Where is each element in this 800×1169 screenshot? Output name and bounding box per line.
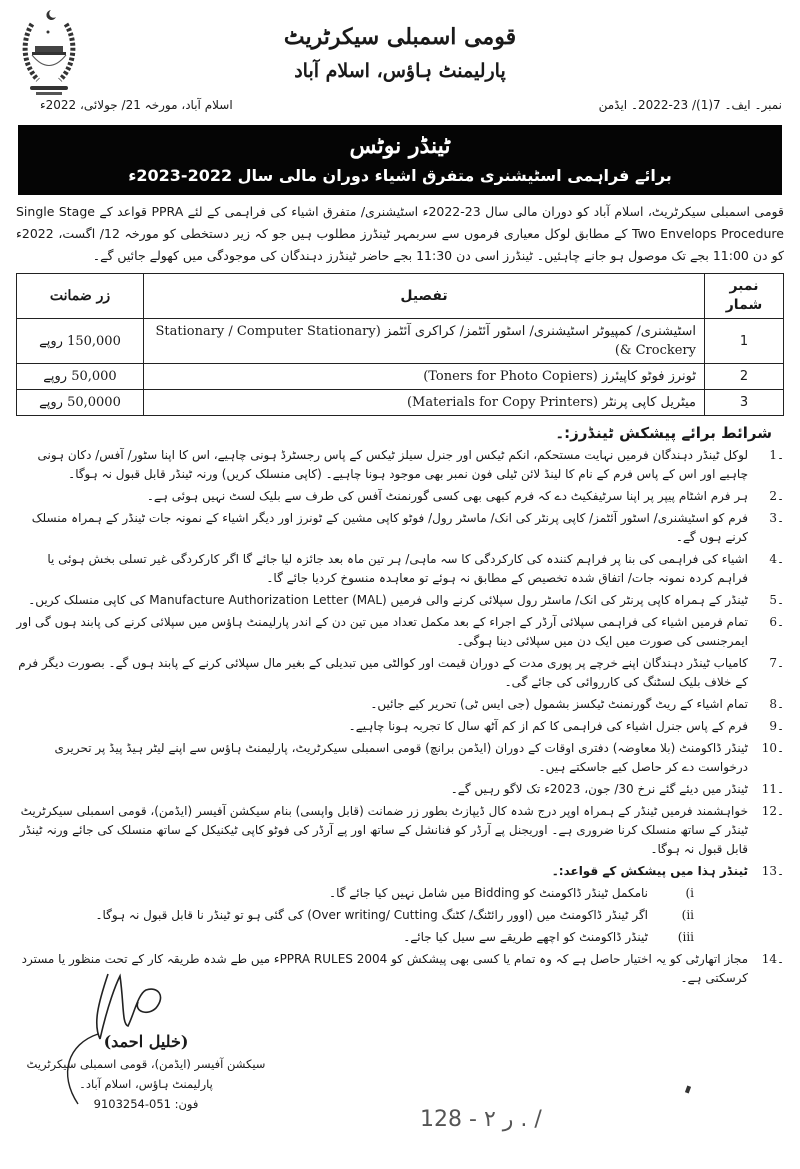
term-number: 12۔ <box>761 804 784 818</box>
banner-title: ٹینڈر نوٹس <box>349 133 451 159</box>
national-assembly-emblem-icon <box>18 6 80 98</box>
term-number: 4۔ <box>769 552 784 566</box>
term-text: خواہشمند فرمیں ٹینڈر کے ہمراہ اوپر درج شدہ کال ڈیپازٹ بطور زر ضمانت (قابل واپسی) بنام سیکشن آفیسر (ایڈمن)، قومی اسمبلی سیکرٹریٹ ٹینڈر کے ساتھ منسلک کرنا ضروری ہے۔ اوریجنل پے آرڈر کو فنانشل کے ساتھ اور پے آرڈر کی فوٹو کاپی ٹیکنیکل کے ساتھ منسلک کی جائے ورنہ ٹینڈر قابل قبول نہ ہوگا۔ <box>19 804 748 856</box>
term-text: فرم کو اسٹیشنری/ اسٹور آئٹمز/ کاپی پرنٹر کی انک/ ماسٹر رول/ فوٹو کاپی مشین کے ٹونرز اور دیگر اشیاء کے نمونہ جات ٹینڈر کے ہمراہ منسلک کرنے ہوں گے۔ <box>31 511 748 544</box>
term-text: ٹینڈر ڈاکومنٹ (بلا معاوضہ) دفتری اوقات کے دوران (ایڈمن برانچ) قومی اسمبلی سیکرٹریٹ، پارلیمنٹ ہاؤس سے اپنے لیٹر ہیڈ پیڈ پر تحریری درخواست دے کر حاصل کیے جاسکتے ہیں۔ <box>54 741 748 774</box>
term-number: 7۔ <box>769 656 784 670</box>
term-number: 1۔ <box>769 448 784 462</box>
banner-subtitle: برائے فراہمی اسٹیشنری متفرق اشیاء دوران مالی سال 2022-2023ء <box>128 166 672 185</box>
row-serial: 3 <box>705 390 784 416</box>
table-row <box>17 390 784 416</box>
sub-term-item <box>16 906 694 925</box>
term-item <box>16 862 784 881</box>
term-text: فرم کے پاس جنرل اشیاء کی فراہمی کا کم از کم آٹھ سال کا تجربہ ہونا چاہیے۔ <box>348 719 748 733</box>
signature-block <box>16 994 784 1144</box>
term-item <box>16 591 784 610</box>
table-row <box>17 319 784 364</box>
tender-notice-banner <box>18 125 782 195</box>
term-number: 9۔ <box>769 719 784 733</box>
pen-mark <box>685 1086 691 1094</box>
row-description: میٹریل کاپی پرنٹر (Materials for Copy Printers) <box>144 390 705 416</box>
terms-list <box>16 446 784 988</box>
term-item <box>16 550 784 588</box>
signatory-designation: سیکشن آفیسر (ایڈمن)، قومی اسمبلی سیکرٹریٹ <box>26 1057 266 1071</box>
term-text: مجاز اتھارٹی کو یہ اختیار حاصل ہے کہ وہ تمام یا کسی بھی پیشکش کو PPRA RULES 2004ء میں طے شدہ طریقہ کار کے تحت منظور یا مسترد کرسکتی ہے۔ <box>21 952 748 985</box>
term-number: 13۔ <box>761 864 784 878</box>
term-number: 3۔ <box>769 511 784 525</box>
term-item <box>16 613 784 651</box>
term-number: 2۔ <box>769 489 784 503</box>
row-description: ٹونرز فوٹو کاپیئرز (Toners for Photo Copiers) <box>144 364 705 390</box>
term-item <box>16 780 784 799</box>
term-item <box>16 695 784 714</box>
term-text: ٹینڈر ہذا میں پیشکش کے قواعد:۔ <box>551 864 748 878</box>
signatory-details <box>26 1030 266 1114</box>
sub-term-text: اگر ٹینڈر ڈاکومنٹ میں (اوور رائٹنگ/ کٹنگ Over writing/ Cutting) کی گئی ہو تو ٹینڈر نا قابل قبول نہ ہوگا۔ <box>95 908 648 922</box>
sub-term-text: ٹینڈر ڈاکومنٹ کو اچھے طریقے سے سیل کیا جائے۔ <box>403 930 648 944</box>
table-row <box>17 364 784 390</box>
date-line: اسلام آباد، مورخہ 21/ جولائی، 2022ء <box>40 98 233 112</box>
term-item <box>16 446 784 484</box>
sub-term-number: (iii <box>677 930 694 944</box>
term-text: کامیاب ٹینڈر دہندگان اپنے خرچے پر پوری مدت کے دوران قیمت اور کوالٹی میں تبدیلی کے بغیر مال سپلائی کرنے کے پابند ہوں گے۔ بصورت دیگر فرم کے خلاف بلیک لسٹنگ کی کارروائی کی جائے گی۔ <box>18 656 748 689</box>
term-text: ہر فرم اشٹام پیپر پر اپنا سرٹیفکیٹ دے کہ فرم کبھی بھی کسی گورنمنٹ آفس کی طرف سے بلیک لسٹ نہیں ہوئی ہے۔ <box>146 489 748 503</box>
terms-heading: شرائط برائے پیشکش ٹینڈرز:۔ <box>555 424 772 442</box>
term-number: 11۔ <box>761 782 784 796</box>
sub-term-text: نامکمل ٹینڈر ڈاکومنٹ کو Bidding میں شامل نہیں کیا جائے گا۔ <box>329 886 648 900</box>
header-subtitle: پارلیمنٹ ہاؤس، اسلام آباد <box>294 60 506 82</box>
header-earnest-money: زر ضمانت <box>17 274 144 319</box>
term-text: اشیاء کی فراہمی کی بنا پر فراہم کنندہ کی کارکردگی کا سہ ماہی/ ہر تین ماہ بعد جائزہ لیا جائے گا اگر کارکردگی غیر تسلی بخش ہوئی یا فراہم کردہ نمونہ جات/ اتفاق شدہ تخصیص کے مطابق نہ ہوئے تو معاہدہ منسوخ کردیا جائے گا۔ <box>47 552 748 585</box>
letterhead <box>0 0 800 122</box>
term-item <box>16 654 784 692</box>
row-earnest-money: 50,0000 روپے <box>17 390 144 416</box>
header-title: قومی اسمبلی سیکرٹریٹ <box>283 24 517 50</box>
term-item <box>16 509 784 547</box>
term-text: ٹینڈر میں دیئے گئے نرخ 30/ جون، 2023ء تک لاگو رہیں گے۔ <box>450 782 748 796</box>
term-number: 8۔ <box>769 697 784 711</box>
reference-number: نمبر۔ ایف۔ 7(1)/ 23-2022۔ ایڈمن <box>598 98 782 112</box>
row-description: اسٹیشنری/ کمپیوٹر اسٹیشنری/ اسٹور آئٹمز/ کراکری آئٹمز (Stationary / Computer Stationary & Crockery) <box>144 319 705 364</box>
term-number: 5۔ <box>769 593 784 607</box>
header-serial: نمبر شمار <box>705 274 784 319</box>
signatory-name: (خلیل احمد) <box>103 1032 189 1051</box>
term-item <box>16 739 784 777</box>
header-description: تفصیل <box>144 274 705 319</box>
signatory-phone: فون: 051-9103254 <box>93 1097 199 1111</box>
intro-paragraph: قومی اسمبلی سیکرٹریٹ، اسلام آباد کو دوران مالی سال 23-2022ء اسٹیشنری/ متفرق اشیاء کی فراہمی کے لئے PPRA قواعد کے Single Stage Two Envelops Procedure کے مطابق لوکل معیاری فرموں سے سربمہر ٹینڈرز مطلوب ہیں جو کہ زیر دستخطی کو مورخہ 12/ اگست، 2022ء کو دن 11:00 بجے تک موصول ہو جانے چاہئیں۔ ٹینڈرز اسی دن 11:30 بجے حاضر ٹینڈرز دہندگان کی موجودگی میں کھولے جائیں گے۔ <box>16 204 784 263</box>
sub-term-number: (ii <box>681 908 694 922</box>
term-text: تمام فرمیں اشیاء کی فراہمی سپلائی آرڈر کے اجراء کے بعد مکمل تعداد میں تین دن کے اندر پارلیمنٹ ہاؤس میں سپلائی کرنے کی پابند ہوں گی اور ایمرجنسی کی صورت میں ایک دن میں سپلائی دینا ہوگی۔ <box>16 615 748 648</box>
term-text: ٹینڈر کے ہمراہ کاپی پرنٹر کی انک/ ماسٹر رول سپلائی کرنے والی فرمیں Manufacture Authorization Letter (MAL) کی کاپی منسلک کریں۔ <box>28 593 748 607</box>
term-text: لوکل ٹینڈر دہندگان فرمیں نہایت مستحکم، انکم ٹیکس اور جنرل سیلز ٹیکس کے پاس رجسٹرڈ ہونی چاہیے، اس کا اپنا سٹور/ آفس/ دکان ہونی چاہیے اور اس کے پاس فرم کے نام کا لینڈ لائن ٹیلی فون نمبر بھی موجود ہونا چاہیے۔ (کاپی منسلک کریں) ورنہ ٹینڈر قابل قبول نہ ہوگا۔ <box>37 448 748 481</box>
row-serial: 2 <box>705 364 784 390</box>
signatory-address: پارلیمنٹ ہاؤس، اسلام آباد۔ <box>79 1077 213 1091</box>
document-body <box>0 125 800 1144</box>
term-item <box>16 717 784 736</box>
sub-term-number: (i <box>685 886 694 900</box>
term-text: تمام اشیاء کے ریٹ گورنمنٹ ٹیکسز بشمول (جی ایس ٹی) تحریر کیے جائیں۔ <box>370 697 748 711</box>
sub-term-item <box>16 928 694 947</box>
table-header-row <box>17 274 784 319</box>
items-table <box>16 273 784 416</box>
row-serial: 1 <box>705 319 784 364</box>
sub-term-item <box>16 884 694 903</box>
row-earnest-money: 150,000 روپے <box>17 319 144 364</box>
term-item <box>16 487 784 506</box>
term-number: 14۔ <box>761 952 784 966</box>
handwritten-note: ر ٢ - 128 . / <box>420 1107 542 1132</box>
term-number: 6۔ <box>769 615 784 629</box>
row-earnest-money: 50,000 روپے <box>17 364 144 390</box>
term-item <box>16 802 784 859</box>
term-number: 10۔ <box>761 741 784 755</box>
